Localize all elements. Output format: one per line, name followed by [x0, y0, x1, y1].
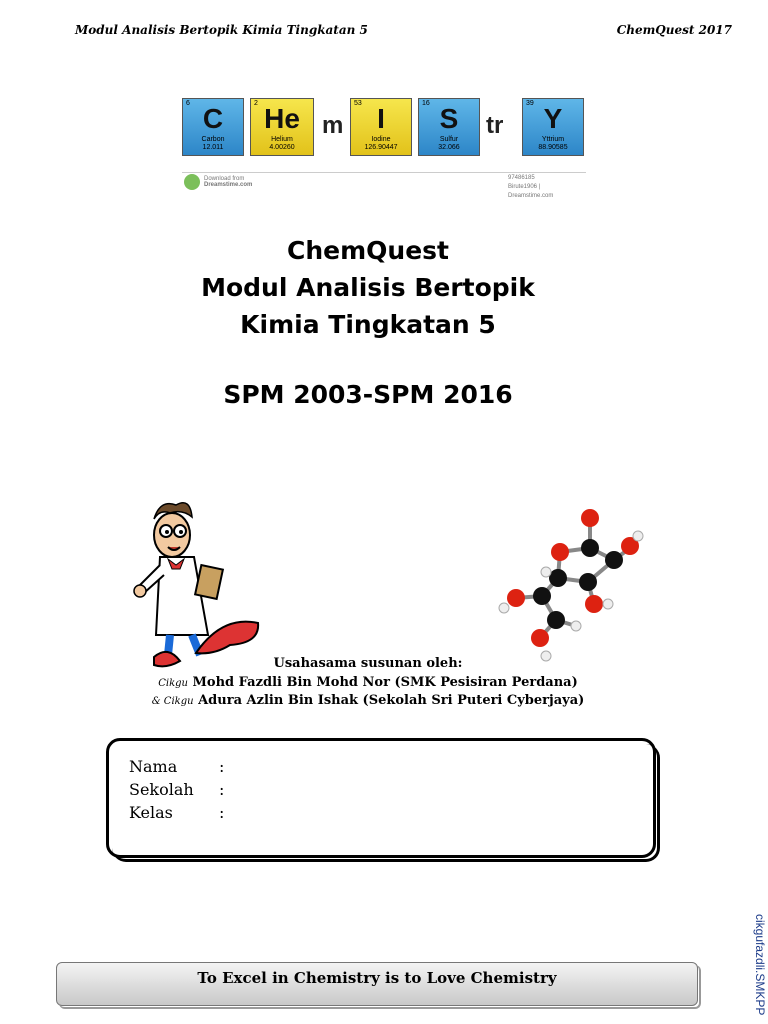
- motto-banner: [56, 962, 698, 1006]
- authors-intro: Usahasama susunan oleh:: [273, 656, 463, 671]
- side-watermark-text: cikgufazdli.SMKPP: [753, 914, 767, 1016]
- element-tile-sulfur: [418, 98, 480, 156]
- dreamstime-logo-icon: [184, 174, 200, 190]
- atomic-number: 2: [254, 100, 258, 107]
- element-symbol: Y: [543, 103, 563, 134]
- element-tile-yttrium: [522, 98, 584, 156]
- plain-letters-m: m: [322, 112, 344, 139]
- author-line-1: [0, 675, 736, 690]
- student-info-box: [106, 738, 656, 858]
- atomic-number: 6: [186, 100, 190, 107]
- element-symbol: I: [377, 103, 385, 134]
- author-line-2: [0, 693, 736, 708]
- atomic-number: 53: [354, 100, 362, 107]
- field-nama: Nama :: [129, 757, 225, 776]
- author-prefix: & Cikgu: [151, 696, 194, 707]
- author-prefix: Cikgu: [158, 678, 188, 689]
- element-name: Sulfur 32.066: [438, 136, 460, 151]
- element-tile-helium: [250, 98, 314, 156]
- dreamstime-credit: Download from Dreamstime.com: [184, 174, 252, 190]
- element-symbol: He: [264, 103, 300, 134]
- atomic-number: 39: [526, 100, 534, 107]
- header-brand: ChemQuest 2017: [616, 23, 732, 37]
- element-tile-iodine: [350, 98, 412, 156]
- plain-letters-tr: tr: [486, 112, 504, 139]
- element-symbol: S: [439, 103, 459, 134]
- title-years: SPM 2003-SPM 2016: [223, 380, 513, 409]
- motto-text: To Excel in Chemistry is to Love Chemistry: [197, 969, 557, 987]
- title-module: Modul Analisis Bertopik: [201, 273, 535, 302]
- element-name: Yttrium 88.90585: [538, 136, 568, 151]
- atomic-number: 16: [422, 100, 430, 107]
- element-tile-carbon: [182, 98, 244, 156]
- stock-photo-credit: [182, 172, 586, 198]
- scientist-cartoon: [130, 495, 270, 680]
- element-name: Carbon 12.011: [201, 136, 225, 151]
- title-brand: ChemQuest: [287, 236, 449, 265]
- molecule-model: [490, 500, 650, 670]
- chemistry-banner: [182, 98, 586, 198]
- credit-ids: 97486185 Birute1906 | Dreamstime.com: [508, 175, 554, 199]
- element-symbol: C: [202, 103, 224, 134]
- title-level: Kimia Tingkatan 5: [240, 310, 496, 339]
- element-name: Iodine 126.90447: [364, 136, 398, 151]
- author-name: Adura Azlin Bin Ishak (Sekolah Sri Puteri Cyberjaya): [198, 693, 585, 708]
- author-name: Mohd Fazdli Bin Mohd Nor (SMK Pesisiran Perdana): [192, 675, 578, 690]
- header-module-title: Modul Analisis Bertopik Kimia Tingkatan 5: [75, 23, 368, 37]
- field-kelas: Kelas :: [129, 803, 225, 822]
- credit-divider: [182, 172, 586, 173]
- element-name: Helium 4.00260: [269, 136, 295, 151]
- side-watermark: [748, 912, 768, 1022]
- field-sekolah: Sekolah :: [129, 780, 225, 799]
